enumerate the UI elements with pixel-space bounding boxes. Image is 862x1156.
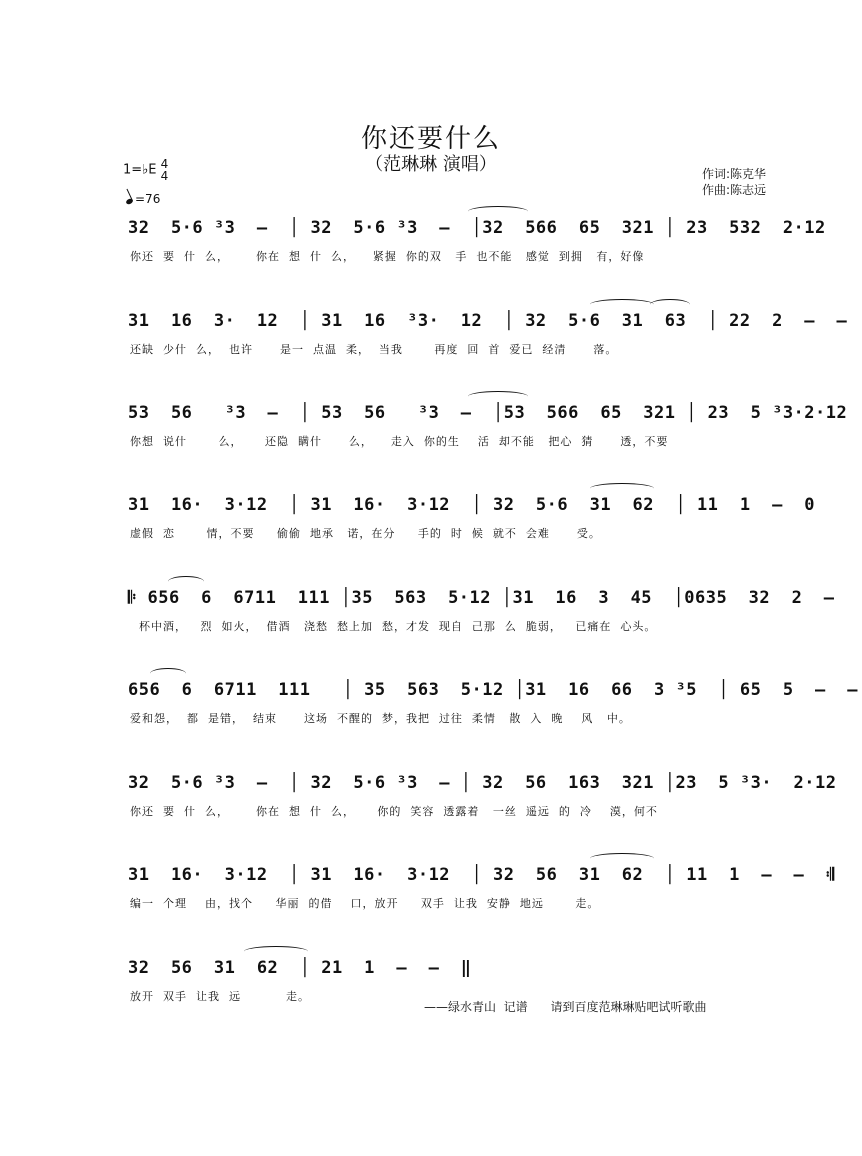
time-top: 4: [160, 157, 169, 171]
lyric-line: 放开 双手 让我 远 走。: [130, 990, 310, 1003]
lyric-line: 你想 说什 么， 还隐 瞒什 么， 走入 你的生 活 却不能 把心 猜 透，不要: [130, 435, 669, 448]
key-label: 1=♭E: [123, 162, 157, 178]
quarter-note-icon: [125, 198, 133, 205]
notation-line: 32 56 31 62 │ 21 1 — — ‖: [128, 958, 472, 978]
slur-mark: [150, 668, 186, 679]
notation-line: 53 56 ³3 — │ 53 56 ³3 — │53 566 65 321 │ 23 5 ³3·2·12: [128, 403, 848, 423]
notation-line: 656 6 6711 111 │ 35 563 5·12 │31 16 66 3 ³5 │ 65 5 — —: [128, 680, 858, 700]
transcriber-note: ——绿水青山 记谱 请到百度范琳琳贴吧试听歌曲: [424, 1000, 707, 1014]
score-row-6: [0, 680, 862, 750]
notation-line: 32 5·6 ³3 — │ 32 5·6 ³3 — │ 32 56 163 321 │23 5 ³3· 2·12: [128, 773, 837, 793]
lyric-line: 爱和怨， 都 是错， 结束 这场 不醒的 梦，我把 过往 柔情 散 入 晚 风 中。: [130, 712, 631, 725]
score-row-9: [0, 958, 862, 1028]
composer-credit: 作曲:陈志远: [701, 183, 766, 197]
slur-mark: [468, 391, 528, 402]
performer-subtitle: （范琳琳 演唱）: [365, 154, 497, 175]
key-signature: [123, 158, 168, 182]
score-row-2: [0, 311, 862, 381]
lyric-line: 杯中酒， 烈 如火， 借酒 浇愁 愁上加 愁，才发 现自 己那 么 脆弱， 已痛在 心头。: [130, 620, 657, 633]
score-row-8: [0, 865, 862, 935]
time-signature: [161, 158, 169, 182]
score-row-5: [0, 588, 862, 658]
slur-mark: [590, 299, 654, 310]
slur-mark: [650, 299, 690, 310]
tempo-marking: [126, 192, 160, 206]
notation-line: 31 16· 3·12 │ 31 16· 3·12 │ 32 56 31 62 │ 11 1 — — 𝄇: [128, 865, 835, 885]
lyric-line: 虚假 恋 情，不要 偷偷 地承 诺，在分 手的 时 候 就不 会难 受。: [130, 527, 601, 540]
score-row-4: [0, 495, 862, 565]
notation-line: 32 5·6 ³3 — │ 32 5·6 ³3 — │32 566 65 321 │ 23 532 2·12: [128, 218, 826, 238]
score-row-3: [0, 403, 862, 473]
slur-mark: [590, 853, 654, 864]
notation-line: 𝄆 656 6 6711 111 │35 563 5·12 │31 16 3 45 │0635 32 2 —: [128, 588, 835, 608]
time-bottom: 4: [160, 169, 169, 183]
score-row-7: [0, 773, 862, 843]
notation-line: 31 16· 3·12 │ 31 16· 3·12 │ 32 5·6 31 62 │ 11 1 — 0: [128, 495, 816, 515]
lyric-line: 你还 要 什 么， 你在 想 什 么， 紧握 你的双 手 也不能 感觉 到拥 有，好像: [130, 250, 645, 263]
credits: [702, 166, 766, 198]
tempo-value: =76: [135, 192, 161, 206]
lyric-line: 还缺 少什 么， 也许 是一 点温 柔， 当我 再度 回 首 爱已 经清 落。: [130, 343, 618, 356]
score-row-1: [0, 218, 862, 288]
notation-line: 31 16 3· 12 │ 31 16 ³3· 12 │ 32 5·6 31 63 │ 22 2 — —: [128, 311, 848, 331]
lyric-line: 编一 个理 由，找个 华丽 的借 口，放开 双手 让我 安静 地远 走。: [130, 897, 600, 910]
slur-mark: [590, 483, 654, 494]
slur-mark: [168, 576, 204, 587]
song-title: 你还要什么: [360, 124, 501, 154]
slur-mark: [468, 206, 528, 217]
slur-mark: [244, 946, 308, 957]
lyric-line: 你还 要 什 么， 你在 想 什 么， 你的 笑容 透露着 一丝 遥远 的 冷 漠，何不: [130, 805, 658, 818]
lyricist-credit: 作词:陈克华: [701, 167, 766, 181]
